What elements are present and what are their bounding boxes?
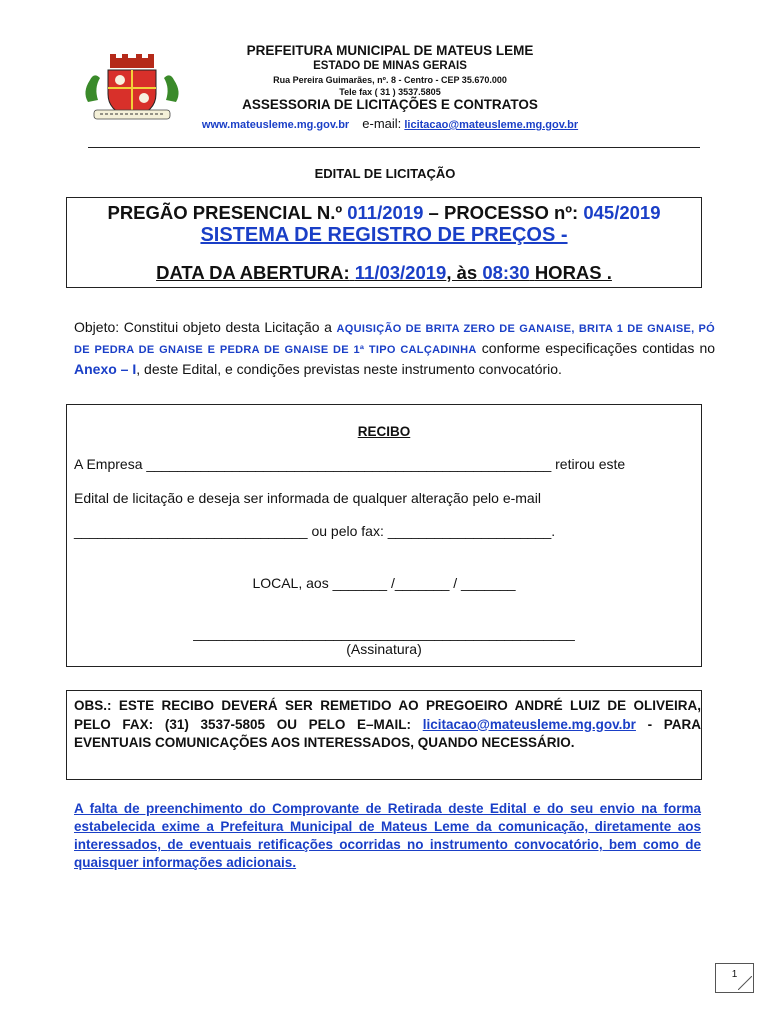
contact-line	[180, 116, 600, 131]
telefax-line: Tele fax ( 31 ) 3537.5805	[339, 87, 441, 97]
sistema-registro-title: SISTEMA DE REGISTRO DE PREÇOS -	[200, 224, 568, 246]
signature-line[interactable]: _________________________________________________	[193, 625, 575, 641]
page-fold-icon	[738, 976, 752, 990]
abertura-label: DATA DA ABERTURA:	[156, 262, 350, 283]
pregao-dash: –	[428, 202, 439, 223]
email-link[interactable]: licitacao@mateusleme.mg.gov.br	[404, 119, 579, 131]
objeto-lead: Objeto: Constitui objeto desta Licitação a	[74, 319, 332, 335]
signature-label: (Assinatura)	[346, 641, 422, 657]
municipality-title: PREFEITURA MUNICIPAL DE MATEUS LEME	[246, 43, 534, 58]
processo-number: 045/2019	[583, 202, 661, 223]
objeto-tail: , deste Edital, e condições previstas neste instrumento convocatório.	[136, 361, 562, 377]
abertura-line	[66, 262, 702, 284]
recibo-local-date-line[interactable]: LOCAL, aos _______ /_______ / _______	[252, 575, 516, 591]
pregao-number: 011/2019	[347, 202, 424, 223]
objeto-paragraph	[74, 318, 715, 379]
document-type: EDITAL DE LICITAÇÃO	[314, 166, 456, 181]
abertura-as: , às	[446, 262, 478, 283]
recibo-edital-line: Edital de licitação e deseja ser informada de qualquer alteração pelo e-mail	[74, 490, 541, 506]
state-name: ESTADO DE MINAS GERAIS	[313, 60, 467, 72]
obs-text-a: OBS.: ESTE RECIBO DEVERÁ SER REMETIDO AO PREGOEIRO ANDRÉ LUIZ DE OLIVEIRA, PELO FAX: (31) 3537-5805 OU PELO E–MAIL:	[74, 698, 701, 732]
abertura-horas: HORAS .	[534, 262, 612, 283]
department-name: ASSESSORIA DE LICITAÇÕES E CONTRATOS	[242, 97, 538, 112]
recibo-title: RECIBO	[357, 424, 411, 439]
objeto-highlight: AQUISIÇÃO DE BRITA ZERO DE GANAISE, BRITA 1 DE GNAISE, PÓ DE PEDRA DE GNAISE E PEDRA DE GNAISE DE 1ª TIPO CALÇADINHA	[74, 323, 716, 356]
obs-email-link[interactable]: licitacao@mateusleme.mg.gov.br	[422, 716, 636, 732]
address-line: Rua Pereira Guimarães, nº. 8 - Centro - CEP 35.670.000	[273, 75, 507, 85]
obs-text-b: - PARA EVENTUAIS COMUNICAÇÕES AOS INTERESSADOS, QUANDO NECESSÁRIO.	[74, 716, 701, 750]
municipal-coat-of-arms-icon	[80, 52, 184, 124]
obs-text	[74, 697, 701, 753]
recibo-empresa-line[interactable]: A Empresa ____________________________________________________ retirou este	[74, 456, 626, 472]
abertura-time: 08:30	[482, 262, 530, 283]
page-number: 1	[715, 963, 754, 993]
pregao-line	[66, 202, 702, 224]
objeto-middle: conforme especificações contidas no	[481, 340, 716, 356]
falta-notice: A falta de preenchimento do Comprovante de Retirada deste Edital e do seu envio na forma estabelecida exime a Prefeitura Municipal de Mateus Leme da comunicação, diretamente aos interessados, de eventuais retificações ocorridas no instrumento convocatório, bem como de quaisquer informações adicionais.	[74, 801, 701, 870]
abertura-date: 11/03/2019	[354, 262, 447, 283]
pregao-label: PREGÃO PRESENCIAL N.º	[107, 202, 343, 223]
email-label: e-mail:	[362, 116, 402, 131]
anexo-reference: Anexo – I	[74, 361, 137, 377]
header-divider	[88, 147, 700, 148]
recibo-contact-line[interactable]: ______________________________ ou pelo fax: _____________________.	[74, 523, 556, 539]
processo-label: PROCESSO nº:	[443, 202, 579, 223]
website-link[interactable]: www.mateusleme.mg.gov.br	[201, 119, 350, 131]
